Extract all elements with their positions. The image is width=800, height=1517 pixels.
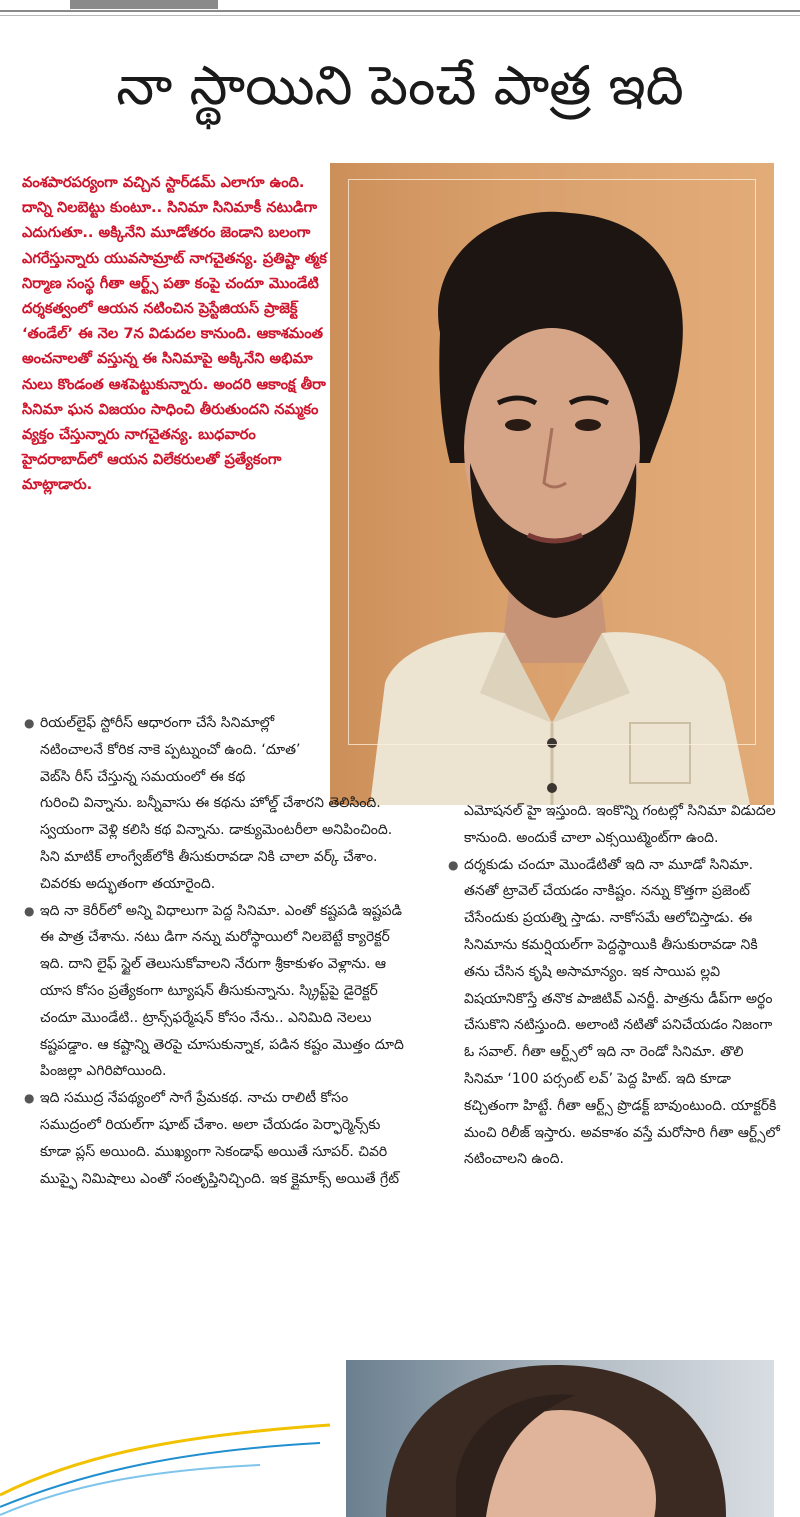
column-right [446, 798, 780, 1173]
paragraph-text: ఇది నా కెరీర్‌లో అన్ని విధాలుగా పెద్ద సినిమా. ఎంతో కష్టపడి ఇష్టపడి ఈ పాత్ర చేశాను. నటు డిగా నన్ను మరోస్థాయిలో నిలబెట్టే క్యారెక్టర్ ఇది. దాని లైఫ్ స్టైల్ తెలుసుకోవాలని నేరుగా శ్రీకాకుళం వెళ్లాను. ఆ యాస కోసం ప్రత్యేకంగా ట్యూషన్ తీసుకున్నాను. స్క్రిప్ట్‌పై డైరెక్టర్ చందూ మొండేటి.. ట్రాన్స్‌ఫర్మేషన్ కోసం నేను.. ఎనిమిది నెలలు కష్టపడ్డాం. ఆ కష్టాన్ని తెరపై చూసుకున్నాక, పడిన కష్టం మొత్తం దూది పింజల్లా ఎగిరిపోయింది. [40, 902, 404, 1080]
paragraph-text: రియల్‌లైఫ్ స్టోరీస్ ఆధారంగా చేసే సినిమాల్లో నటించాలనే కోరిక నాకె ప్పట్నుంచో ఉంది. ‘దూత’ వెబ్‌సి రీస్ చేస్తున్న సమయంలో ఈ కథ [40, 715, 301, 785]
bullet-paragraph [22, 1085, 412, 1192]
bullet-icon: ● [24, 1091, 35, 1106]
bullet-icon: ● [448, 857, 459, 872]
lead-paragraph [22, 170, 332, 498]
decorative-swoosh [0, 1415, 340, 1517]
column-left [22, 710, 412, 1192]
actor-photo [330, 163, 774, 805]
paragraph-text: గురించి విన్నాను. బన్నీవాసు ఈ కథను హోల్డ్ చేశారని తెలిసింది. స్వయంగా వెళ్లి కలిసి కథ విన్నాను. డాక్యుమెంటరీలా అనిపించింది. సిని మాటిక్ లాంగ్వేజ్‌లోకి తీసుకురావడా నికి చాలా వర్క్ చేశాం. చివరకు అద్భుతంగా తయారైంది. [40, 795, 393, 892]
bullet-paragraph [22, 710, 412, 898]
section-tab [70, 0, 218, 9]
bullet-icon: ● [24, 716, 35, 730]
bullet-icon: ● [24, 903, 35, 918]
paragraph-text: దర్శకుడు చందూ మొండేటితో ఇది నా మూడో సినిమా. తనతో ట్రావెల్ చేయడం నాకిష్టం. నన్ను కొత్తగా ప్రజెంట్ చేసేందుకు ప్రయత్ని స్తాడు. నాకోసమే ఆలోచిస్తాడు. ఈ సినిమాను కమర్షియల్‌గా పెద్దస్థాయికి తీసుకురావడా నికి తను చేసిన కృషి అసామాన్యం. ఇక సాయిప ల్లవి విషయానికొస్తే తనొక పాజిటివ్ ఎనర్జీ. పాత్రను డీప్‌గా అర్థం చేసుకొని నటిస్తుంది. అలాంటి నటితో పనిచేయడం నిజంగా ఓ సవాల్. గీతా ఆర్ట్స్‌లో ఇది నా రెండో సినిమా. తొలి సినిమా ‘100 పర్సంట్ లవ్’ పెద్ద హిట్. ఇది కూడా కచ్చితంగా హిట్టే. గీతా ఆర్ట్స్ ప్రొడక్ట్ బావుంటుంది. యాక్టర్‌కి మంచి రిలీజ్ ఇస్తారు. అవకాశం వస్తే మరోసారి గీతా ఆర్ట్స్‌లో నటించాలని ఉంది. [464, 856, 780, 1168]
article-headline: నా స్థాయిని పెంచే పాత్ర ఇది [116, 54, 684, 117]
bullet-paragraph [446, 852, 780, 1174]
paragraph-text: ఇది సముద్ర నేపథ్యంలో సాగే ప్రేమకథ. నాచు రాలిటీ కోసం సముద్రంలో రియల్‌గా షూట్ చేశాం. అలా చేయడం పెర్ఫార్మెన్స్‌కు కూడా ప్లస్ అయింది. ముఖ్యంగా సెకండాఫ్ అయితే సూపర్. చివరి ముప్ఫై నిమిషాలు ఎంతో సంతృప్తినిచ్చింది. ఇక క్లైమాక్స్ అయితే గ్రేట్ [40, 1090, 400, 1187]
paragraph-text: ఎమోషనల్ హై ఇస్తుంది. ఇంకొన్ని గంటల్లో సినిమా విడుదల కానుంది. అందుకే చాలా ఎక్సయిట్మెంట్‌గా ఉంది. [464, 803, 776, 846]
paragraph-continuation [446, 798, 780, 852]
secondary-photo [346, 1360, 774, 1517]
top-divider [0, 10, 800, 12]
actress-portrait-illustration [346, 1360, 774, 1517]
photo-frame-border [348, 179, 756, 745]
top-divider-thin [0, 15, 800, 16]
lead-text: వంశపారపర్యంగా వచ్చిన స్టార్‌డమ్ ఎలాగూ ఉంది. దాన్ని నిలబెట్టు కుంటూ.. సినిమా సినిమాకీ నటుడిగా ఎదుగుతూ.. అక్కినేని మూడోతరం జెండాని బలంగా ఎగరేస్తున్నారు యువసామ్రాట్ నాగచైతన్య. ప్రతిష్టా త్మక నిర్మాణ సంస్థ గీతా ఆర్ట్స్ పతా కంపై చందూ మొండేటి దర్శకత్వంలో ఆయన నటించిన ప్రెస్టేజియస్ ప్రాజెక్ట్ ‘తండేల్’ ఈ నెల 7న విడుదల కానుంది. ఆకాశమంత అంచనాలతో వస్తున్న ఈ సినిమాపై అక్కినేని అభిమా నులు కొండంత ఆశపెట్టుకున్నారు. అందరి ఆకాంక్ష తీరా సినిమా ఘన విజయం సాధించి తీరుతుందని నమ్మకం వ్యక్తం చేస్తున్నారు నాగచైతన్య. బుధవారం హైదరాబాద్‌లో ఆయన విలేకరులతో ప్రత్యేకంగా మాట్లాడారు. [22, 174, 327, 494]
bullet-paragraph [22, 898, 412, 1086]
